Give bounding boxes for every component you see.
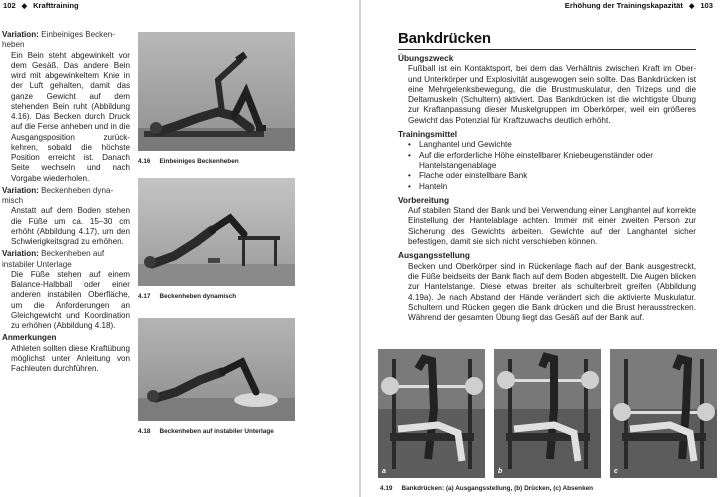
variation-heading — [2, 249, 130, 270]
variation-name: Einbeiniges Becken-heben — [2, 30, 115, 50]
subfigure-letter: b — [498, 468, 503, 475]
diamond-icon: ◆ — [688, 3, 695, 10]
page-number-left: 102 — [3, 1, 16, 10]
figure-4-17-caption — [138, 293, 236, 300]
notes-heading: Anmerkungen — [2, 333, 57, 343]
variation-name: Beckenheben auf instabiler Unterlage — [2, 249, 105, 269]
subsection-heading-equipment: Trainingsmittel — [398, 129, 458, 140]
diamond-icon: ◆ — [21, 3, 28, 10]
variation-text: Anstatt auf dem Boden stehen die Füße um ca. 15–30 cm erhöht (Abbildung 4.17), um den Schwierigkeitsgrad zu erhöhen. — [11, 206, 130, 246]
figure-number: 4.17 — [138, 293, 151, 300]
figure-number: 4.16 — [138, 158, 151, 165]
single-leg-hip-raise-image — [138, 32, 295, 151]
preparation-text: Auf stabilen Stand der Bank und bei Verwendung einer Langhantel auf korrekte Einstellung der Hantelablage achten. Immer mit einer zweiten Person zur Sicherung des Gewichts arbeiten. Gewichte auf der Langhantel sicher befestigen, damit sie sich nicht verschieben können. — [408, 206, 696, 247]
variation-label: Variation: — [2, 185, 39, 195]
subfigure-letter: c — [614, 468, 618, 475]
variation-label: Variation: — [2, 30, 39, 39]
chapter-title-left: Krafttraining — [33, 1, 79, 10]
running-header-left — [3, 1, 79, 10]
variation-heading — [2, 186, 130, 207]
variation-text: Die Füße stehen auf einem Balance-Halbball oder einer anderen instabilen Oberfläche, um die Anforderungen an Gleichgewicht und Koordination zu erhöhen (Abbildung 4.18). — [11, 269, 130, 330]
list-item: • Auf die erforderliche Höhe einstellbarer Kniebeugenständer oder Hantelstangenablage — [408, 151, 696, 172]
right-text-column — [398, 30, 696, 323]
subfigure-letter: a — [382, 468, 386, 475]
equipment-list — [408, 140, 696, 191]
figure-4-18-caption — [138, 428, 274, 435]
book-gutter — [359, 0, 361, 497]
start-position-text: Becken und Oberkörper sind in Rückenlage flach auf der Bank ausgestreckt, die Füße beidseits der Bank flach auf dem Boden abgestellt. Die Augen blicken zur Hantelstange. Diese etwas breiter als schulterbreit greifen (Abbildung 4.19a). Je nach Abstand der Hände verändert sich die aktivierte Muskulatur. Schultern und Rücken gegen die Bank drücken und die Brust herausstrecken. Während der gesamten Übung liegt das Gesäß auf der Bank auf. — [408, 261, 696, 323]
purpose-text: Fußball ist ein Kontaktsport, bei dem das Verhältnis zwischen Kraft im Ober- und Unterkörper und Explosivität ausgewogen sein sollte. Das Bankdrücken ist eine Mehrgelenksbewegung, die die Brustmuskulatur, den Trizeps und die Deltamuskeln (Schultern) aktiviert. Das Bankdrücken ist die wichtigste Übung zur Kraftanpassung dieser Muskelgruppen im Oberkörper, weil ein größeres Gewicht das Potenzial für Kraftzuwachs deutlich erhöht. — [408, 64, 696, 125]
figure-4-16-caption — [138, 158, 239, 165]
figure-number: 4.18 — [138, 428, 151, 435]
page-number-right: 103 — [700, 1, 713, 10]
figure-4-19a-photo — [378, 349, 485, 478]
variation-text: Ein Bein steht abgewinkelt vor dem Gesäß. Das andere Bein wird mit abgewinkeltem Knie in der Luft gehalten, damit das ganze Gewicht auf dem stehenden Bein ruht (Abbildung 4.16). Das Becken durch Druck auf die Ferse anheben und in die Ausgangsposition zurück-kehren, sobald die höchste Position erreicht ist. Danach Seite wechseln und nach Vorgabe wiederholen. — [11, 50, 130, 183]
chapter-title-right: Erhöhung der Trainingskapazität — [564, 1, 683, 10]
figure-4-19c-photo — [610, 349, 717, 478]
left-text-column — [2, 30, 130, 376]
bench-press-press-image — [494, 349, 601, 478]
bench-press-start-image — [378, 349, 485, 478]
section-title: Bankdrücken — [398, 30, 696, 50]
unstable-hip-raise-image — [138, 318, 295, 421]
dynamic-hip-raise-image — [138, 178, 295, 286]
figure-caption-text: Beckenheben dynamisch — [159, 293, 237, 300]
figure-4-19b-photo — [494, 349, 601, 478]
figure-4-16-photo — [138, 32, 295, 151]
subsection-heading-purpose: Übungszweck — [398, 53, 454, 63]
figure-4-18-photo — [138, 318, 295, 421]
variation-heading — [2, 30, 130, 51]
figure-number: 4.19 — [380, 485, 393, 492]
figure-caption-text: Beckenheben auf instabiler Unterlage — [159, 428, 274, 435]
bench-press-lower-image — [610, 349, 717, 478]
variation-label: Variation: — [2, 249, 39, 259]
figure-4-19-caption — [380, 485, 593, 492]
running-header-right — [565, 1, 713, 10]
subsection-heading-preparation: Vorbereitung — [398, 194, 450, 205]
list-item: • Langhantel und Gewichte — [408, 140, 696, 150]
figure-caption-text: Bankdrücken: (a) Ausgangsstellung, (b) Drücken, (c) Absenken — [401, 485, 594, 492]
variation-name: Beckenheben dyna-misch — [2, 185, 114, 205]
subsection-heading-start-position: Ausgangsstellung — [398, 250, 470, 261]
notes-text: Athleten sollten diese Kraftübung möglichst unter Anleitung von Fachleuten durchführen. — [11, 343, 130, 373]
list-item: • Flache oder einstellbare Bank — [408, 171, 696, 181]
figure-4-17-photo — [138, 178, 295, 286]
figure-caption-text: Einbeiniges Beckenheben — [159, 158, 239, 165]
list-item: • Hanteln — [408, 182, 696, 192]
